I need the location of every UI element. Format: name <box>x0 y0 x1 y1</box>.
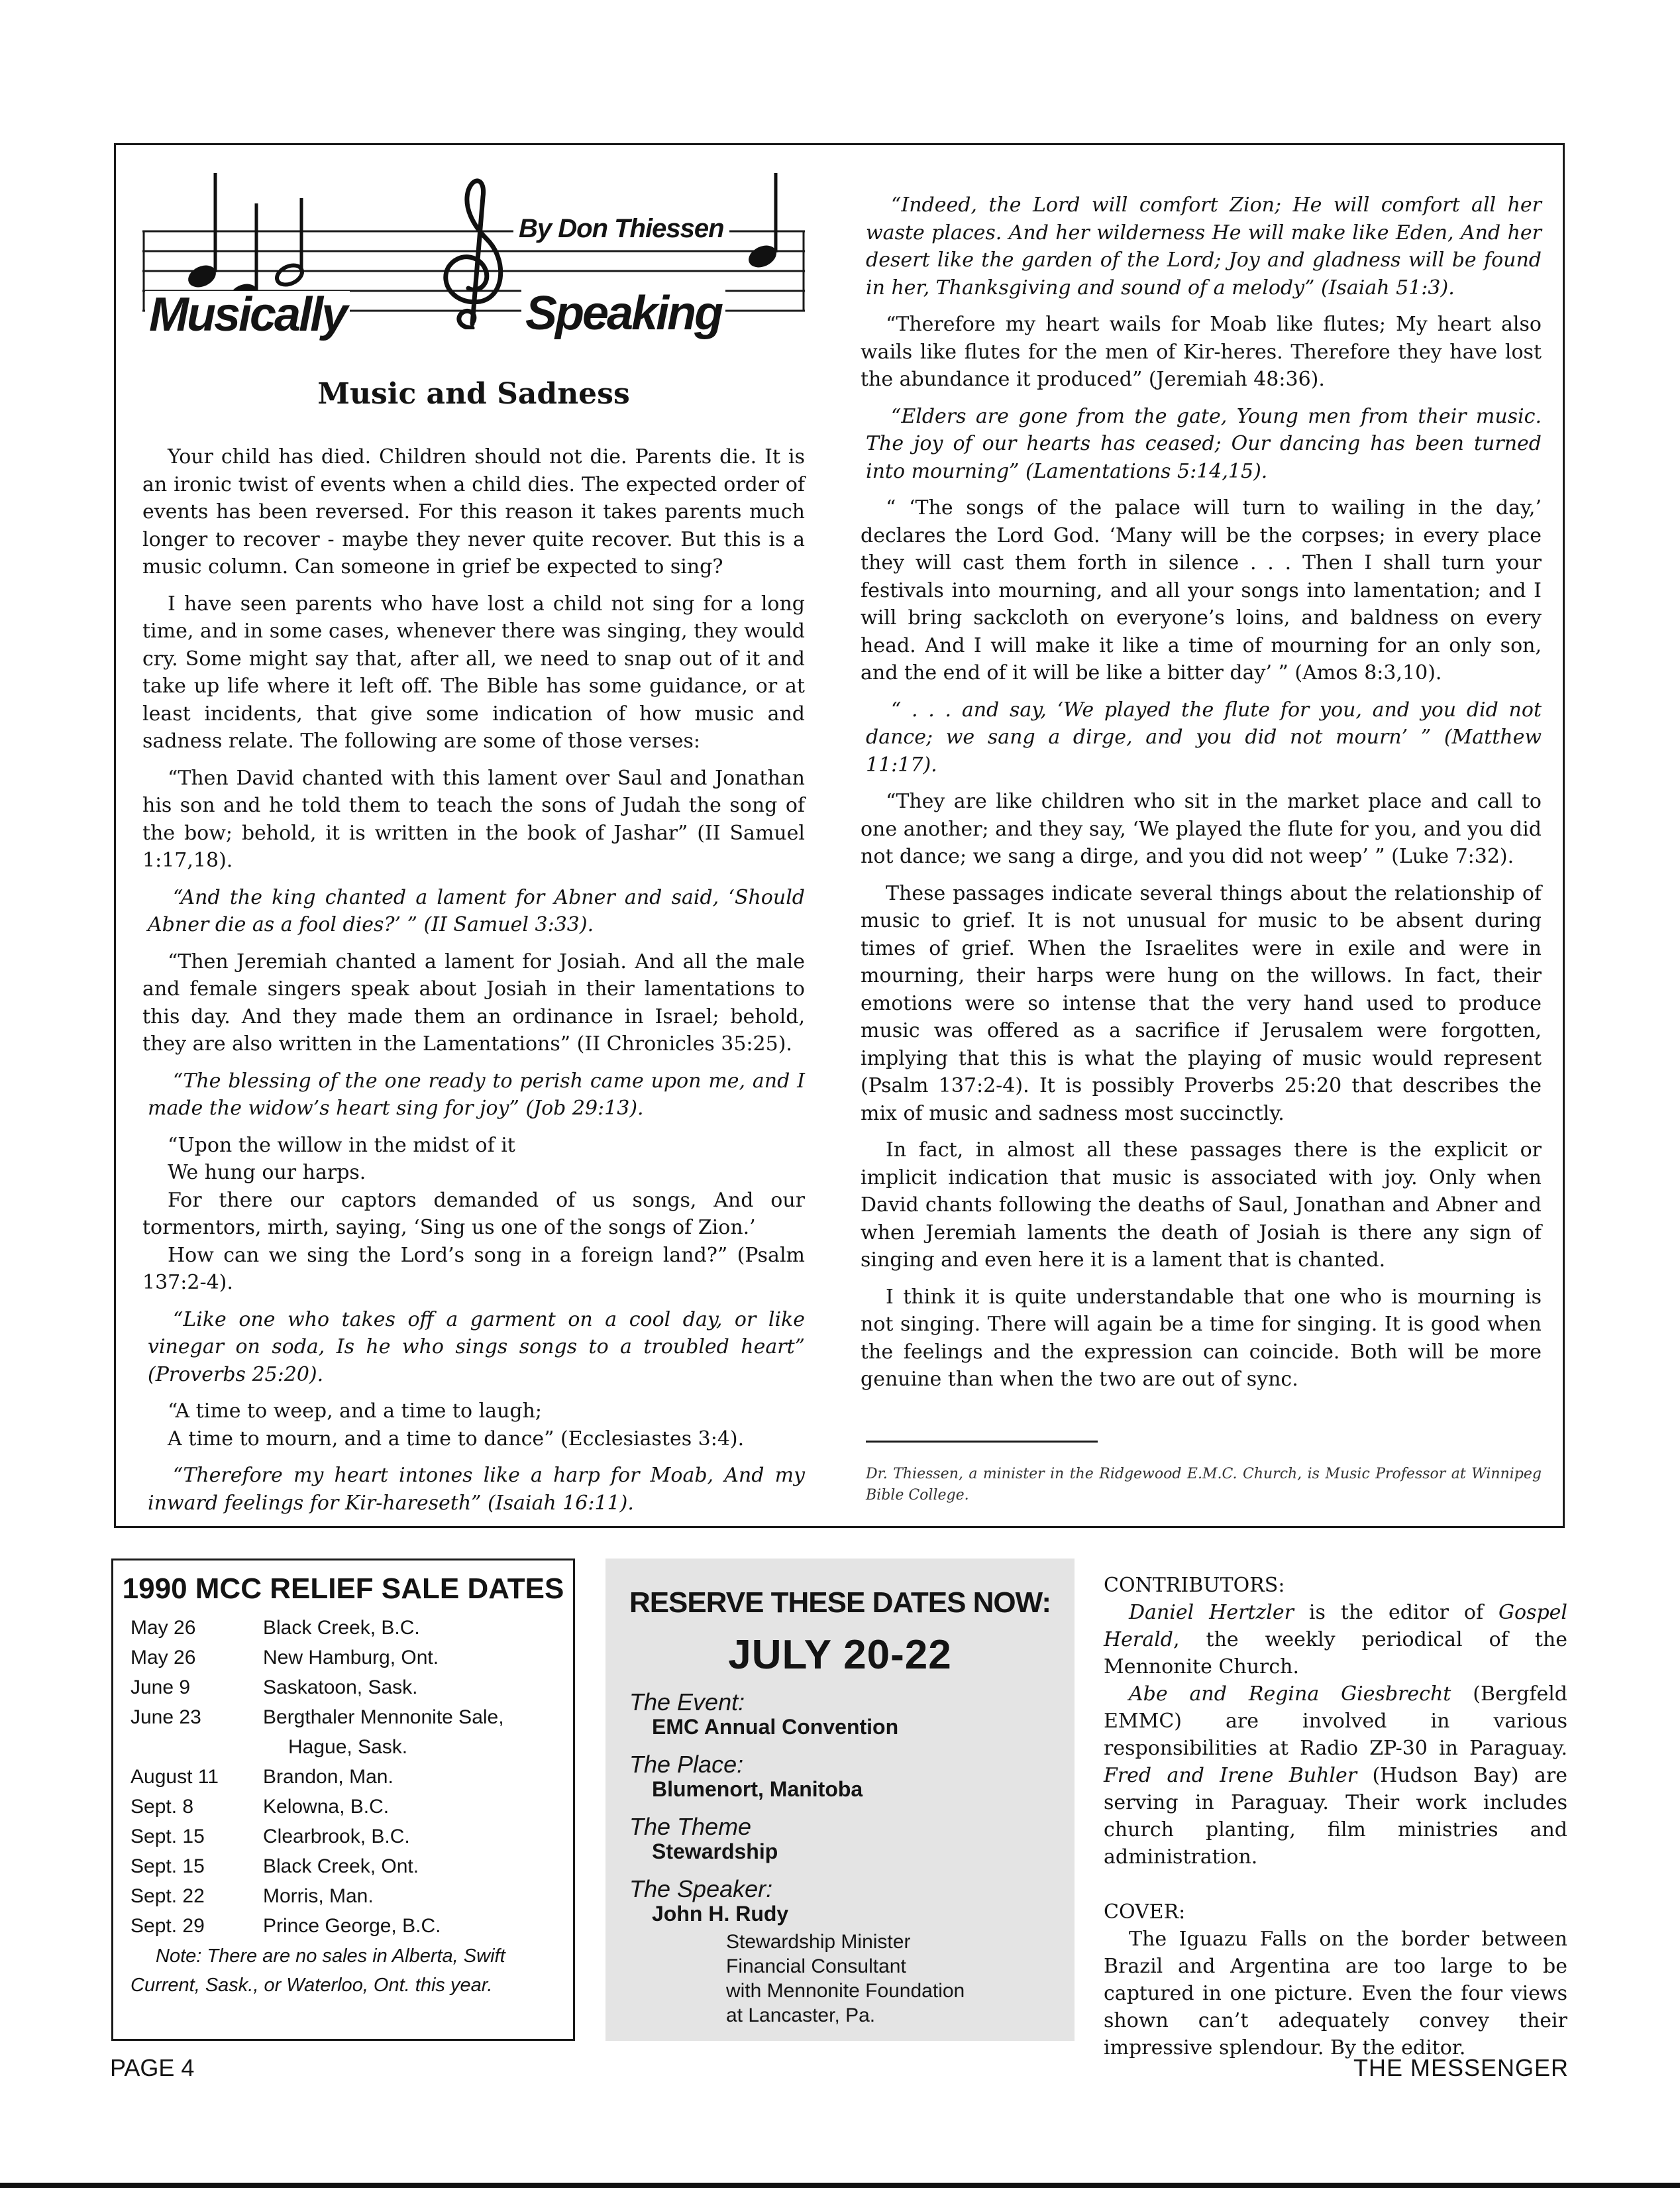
sale-row <box>131 1703 504 1732</box>
sale-date: Sept. 22 <box>131 1885 205 1907</box>
sale-dates-title: 1990 MCC RELIEF SALE DATES <box>122 1572 564 1605</box>
article-title: Music and Sadness <box>317 377 630 411</box>
relief-sale-dates-box <box>111 1559 575 2041</box>
sale-place: Bergthaler Mennonite Sale, <box>263 1706 504 1728</box>
paragraph: I have seen parents who have lost a child not sing for a long time, and in some cases, whenever there was singing, they would cry. Some might say that, after all, we need to snap out of it and take up life where it left off. The Bible has some guidance, or at least incidents, that give some indication of how music and sadness relate. The following are some of those verses: <box>142 592 805 753</box>
text: (Bergfeld EMMC) are involved in various responsibilities at Radio ZP-30 in Paraguay. <box>1104 1682 1567 1760</box>
sale-date: Sept. 15 <box>131 1855 205 1877</box>
sale-place: Saskatoon, Sask. <box>263 1676 418 1698</box>
scripture-quote: “Therefore my heart intones like a harp for Moab, And my inward feelings for Kir-hareseth” (Isaiah 16:11). <box>148 1464 805 1515</box>
sale-date: May 26 <box>131 1647 196 1668</box>
magazine-name: THE MESSENGER <box>1353 2054 1569 2081</box>
quarter-note-icon <box>745 173 780 272</box>
sale-date: Sept. 15 <box>131 1826 205 1847</box>
text: (Hudson Bay) are serving in Paraguay. Their work includes church planting, film ministries and administration. <box>1104 1764 1567 1869</box>
contributor-name: Daniel Hertzler <box>1129 1601 1294 1624</box>
right-column <box>861 191 1542 1403</box>
sale-place: Morris, Man. <box>263 1885 374 1907</box>
text: , the weekly periodical of the Mennonite Church. <box>1104 1628 1567 1678</box>
sale-place: Black Creek, B.C. <box>263 1617 420 1639</box>
verse-line: How can we sing the Lord’s song in a foreign land?” (Psalm 137:2-4). <box>142 1243 805 1294</box>
half-note-icon <box>274 198 305 288</box>
scripture-quote: “ . . . and say, ‘We played the flute for you, and you did not dance; we sang a dirge, and you did not mourn’ ” (Matthew 11:17). <box>866 698 1542 777</box>
paragraph: “Then David chanted with this lament over Saul and Jonathan his son and he told them to teach the sons of Judah the song of the bow; behold, it is written in the book of Jashar” (II Samuel 1:17,18). <box>142 766 805 872</box>
scripture-quote: “The blessing of the one ready to perish came upon me, and I made the widow’s heart sing for joy” (Job 29:13). <box>148 1069 805 1120</box>
speaker-value: John H. Rudy <box>652 1902 789 1926</box>
verse-line: “Upon the willow in the midst of it <box>168 1133 515 1157</box>
sale-row <box>131 1733 407 1762</box>
convention-announcement <box>605 1559 1075 2041</box>
paragraph: I think it is quite understandable that one who is mourning is not singing. There will again be a time for singing. It is good when the feelings and the expression can coincide. Both will be more genuine than when the two are out of sync. <box>861 1285 1542 1391</box>
theme-label: The Theme <box>629 1813 752 1840</box>
author-footnote: Dr. Thiessen, a minister in the Ridgewood E.M.C. Church, is Music Professor at Winnipeg Bible College. <box>866 1466 1542 1504</box>
scripture-quote: “Like one who takes off a garment on a cool day, or like vinegar on soda, Is he who sings songs to a troubled heart” (Proverbs 25:20). <box>148 1307 805 1386</box>
contributor-paragraph <box>1104 1680 1567 1871</box>
speaker-detail: Financial Consultant <box>726 1955 906 1977</box>
place-label: The Place: <box>629 1751 744 1778</box>
sale-note: Note: There are no sales in Alberta, Swift Current, Sask., or Waterloo, Ont. this year. <box>131 1945 505 1996</box>
scripture-quote: “Elders are gone from the gate, Young men from their music. The joy of our hearts has ceased; Our dancing has been turned into mourning” (Lamentations 5:14,15). <box>866 404 1542 483</box>
contributors-heading: CONTRIBUTORS: <box>1104 1574 1285 1597</box>
left-column <box>142 443 805 1526</box>
paragraph: “They are like children who sit in the market place and call to one another; and they say, ‘We played the flute for you, and you did not dance; we sang a dirge, and you did not weep’ ” (Luke 7:32). <box>861 790 1542 868</box>
verse-line: For there our captors demanded of us songs, And our tormentors, mirth, saying, ‘Sing us one of the songs of Zion.’ <box>142 1188 805 1239</box>
speaker-detail: with Mennonite Foundation <box>726 1980 965 2002</box>
convention-dates: JULY 20-22 <box>728 1632 952 1678</box>
theme-value: Stewardship <box>652 1839 778 1863</box>
cover-heading: COVER: <box>1104 1900 1186 1924</box>
treble-clef-icon <box>446 181 501 328</box>
paragraph: These passages indicate several things about the relationship of music to grief. It is not unusual for music to be absent during times of grief. When the Israelites were in exile and were in mourning, their harps were hung on the willows. In fact, their emotions were so intense that the very hand used to produce music was offered as a sacrifice if Jerusalem were forgotten, implying that this is what the playing of music would represent (Psalm 137:2-4). It is possibly Proverbs 25:20 that describes the mix of music and sadness most succinctly. <box>861 881 1542 1125</box>
paragraph: “ ‘The songs of the palace will turn to wailing in the day,’ declares the Lord God. ‘Many will be the corpses; in every place they will cast them forth in silence . . . Then I shall turn your festivals into mourning, and all your songs into lamentation; and I will bring sackcloth on everyone’s loins, and baldness on every head. And I will make it like a time of mourning for an only son, and the end of it will be like a bitter day’ ” (Amos 8:3,10). <box>861 496 1542 684</box>
sale-place: Prince George, B.C. <box>263 1915 441 1937</box>
sale-place: Black Creek, Ont. <box>263 1855 419 1877</box>
contributors-column <box>1104 1572 1567 2061</box>
verse-line: We hung our harps. <box>168 1161 366 1184</box>
sale-date: May 26 <box>131 1617 196 1639</box>
event-label: The Event: <box>629 1688 745 1716</box>
sale-row <box>131 1763 394 1792</box>
sale-row <box>131 1822 410 1851</box>
scripture-quote: “And the king chanted a lament for Abner and said, ‘Should Abner die as a fool dies?’ ” (II Samuel 3:33). <box>148 885 805 936</box>
paragraph: Your child has died. Children should not die. Parents die. It is an ironic twist of events when a child dies. The expected order of events has been reversed. For this reason it takes parents much longer to recover - maybe they never quite recover. But this is a music column. Can someone in grief be expected to sing? <box>142 445 805 578</box>
article-frame <box>114 143 1565 1528</box>
footnote-divider <box>866 1441 1098 1443</box>
text: is the editor of <box>1293 1601 1499 1624</box>
sale-date: August 11 <box>131 1766 219 1788</box>
speaker-detail: Stewardship Minister <box>726 1931 911 1953</box>
speaker-label: The Speaker: <box>629 1875 773 1902</box>
paragraph: “Therefore my heart wails for Moab like flutes; My heart also wails like flutes for the men of Kir-heres. Therefore they have lost the abundance it produced” (Jeremiah 48:36). <box>861 313 1542 391</box>
contributor-name: Abe and Regina Giesbrecht <box>1129 1682 1451 1706</box>
sale-row <box>131 1673 417 1702</box>
column-masthead <box>142 170 805 341</box>
contributor-paragraph <box>1104 1599 1567 1680</box>
page-edge <box>0 2183 1680 2188</box>
reserve-heading: RESERVE THESE DATES NOW: <box>629 1586 1051 1619</box>
sale-date: Sept. 8 <box>131 1796 194 1818</box>
scripture-quote: “Indeed, the Lord will comfort Zion; He will comfort all her waste places. And her wilderness He will make like Eden, And her desert like the garden of the Lord; Joy and gladness will be found in her, Thanksgiving and sound of a melody” (Isaiah 51:3). <box>866 193 1542 300</box>
column-title-musically: Musically <box>145 291 350 339</box>
sale-row <box>131 1852 419 1881</box>
place-value: Blumenort, Manitoba <box>652 1777 863 1801</box>
verse-line: “A time to weep, and a time to laugh; <box>168 1399 543 1423</box>
sale-date: June 23 <box>131 1706 201 1728</box>
sale-row <box>131 1912 441 1941</box>
publication-name: Gospel Herald <box>1104 1601 1568 1651</box>
sale-date: June 9 <box>131 1676 191 1698</box>
verse-line: A time to mourn, and a time to dance” (Ecclesiastes 3:4). <box>168 1427 745 1450</box>
sale-place: Hague, Sask. <box>288 1736 408 1758</box>
event-value: EMC Annual Convention <box>652 1715 899 1739</box>
speaker-detail: at Lancaster, Pa. <box>726 2004 876 2026</box>
cover-description: The Iguazu Falls on the border between Brazil and Argentina are too large to be captured in one picture. Even the four views shown can’t adequately convey their impressive splendour. By the editor. <box>1104 1928 1567 2059</box>
sale-date: Sept. 29 <box>131 1915 205 1937</box>
sale-place: Clearbrook, B.C. <box>263 1826 410 1847</box>
sale-place: Brandon, Man. <box>263 1766 394 1788</box>
column-title-speaking: Speaking <box>521 290 725 337</box>
contributor-name: Fred and Irene Buhler <box>1104 1764 1357 1787</box>
sale-row <box>131 1792 389 1822</box>
sale-row <box>131 1643 439 1672</box>
sale-place: New Hamburg, Ont. <box>263 1647 439 1668</box>
sale-place: Kelowna, B.C. <box>263 1796 390 1818</box>
sale-row <box>131 1882 374 1911</box>
paragraph: “Then Jeremiah chanted a lament for Josiah. And all the male and female singers speak about Josiah in their lamentations to this day. And they made them an ordinance in Israel; behold, they are also written in the Lamentations” (II Chronicles 35:25). <box>142 950 805 1056</box>
sale-row <box>131 1614 420 1643</box>
page-number: PAGE 4 <box>110 2054 195 2081</box>
paragraph: In fact, in almost all these passages there is the explicit or implicit indication that music is associated with joy. Only when David chants following the deaths of Saul, Jonathan and Abner and when Jeremiah laments the death of Josiah is there any sign of singing and even here it is a lament that is chanted. <box>861 1138 1542 1272</box>
byline: By Don Thiessen <box>513 214 729 244</box>
